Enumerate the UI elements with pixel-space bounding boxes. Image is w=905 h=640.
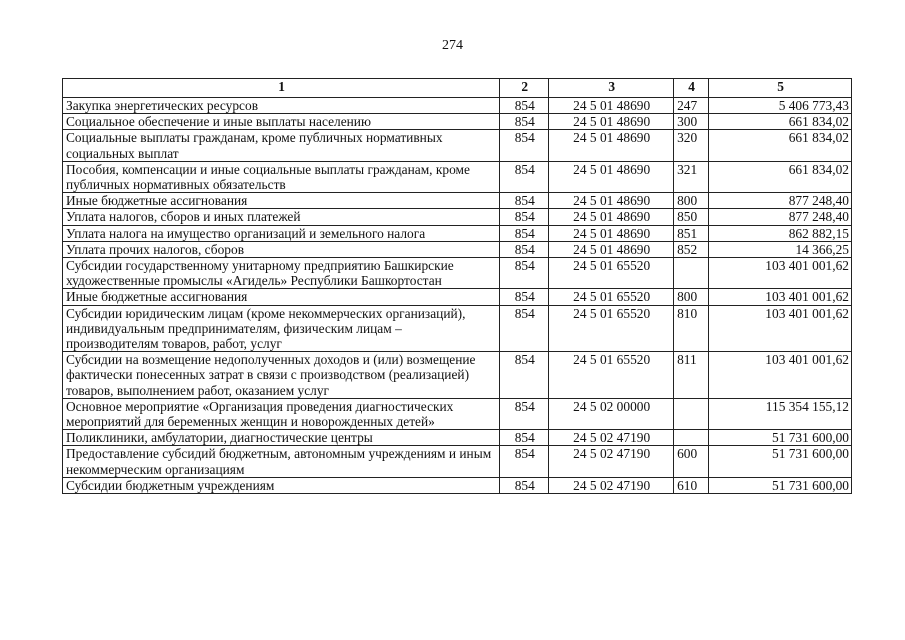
article-code-cell: 24 5 01 48690 (549, 241, 674, 257)
table-row (63, 446, 852, 477)
table-row (63, 225, 852, 241)
table-row (63, 477, 852, 493)
table-body (63, 98, 852, 494)
page-number: 274 (442, 38, 463, 53)
article-code-cell: 24 5 01 65520 (549, 289, 674, 305)
expense-type-cell: 810 (674, 305, 709, 352)
amount-cell: 877 248,40 (709, 193, 852, 209)
row-name-cell: Уплата налогов, сборов и иных платежей (63, 209, 500, 225)
expense-type-cell: 247 (674, 98, 709, 114)
article-code-cell: 24 5 01 48690 (549, 193, 674, 209)
ministry-code-cell: 854 (500, 305, 549, 352)
budget-table (62, 78, 852, 494)
article-code-cell: 24 5 01 48690 (549, 130, 674, 161)
table-row (63, 398, 852, 429)
row-name-cell: Уплата прочих налогов, сборов (63, 241, 500, 257)
expense-type-cell (674, 430, 709, 446)
article-code-cell: 24 5 01 65520 (549, 258, 674, 289)
expense-type-cell: 600 (674, 446, 709, 477)
ministry-code-cell: 854 (500, 225, 549, 241)
expense-type-cell: 321 (674, 161, 709, 192)
row-name-cell: Иные бюджетные ассигнования (63, 193, 500, 209)
amount-cell: 661 834,02 (709, 161, 852, 192)
table-row (63, 130, 852, 161)
amount-cell: 661 834,02 (709, 130, 852, 161)
amount-cell: 862 882,15 (709, 225, 852, 241)
table-row (63, 193, 852, 209)
amount-cell: 103 401 001,62 (709, 305, 852, 352)
article-code-cell: 24 5 01 48690 (549, 114, 674, 130)
column-header-3: 3 (549, 79, 674, 98)
row-name-cell: Пособия, компенсации и иные социальные выплаты гражданам, кроме публичных нормативных обязательств (63, 161, 500, 192)
amount-cell: 14 366,25 (709, 241, 852, 257)
expense-type-cell (674, 398, 709, 429)
amount-cell: 51 731 600,00 (709, 430, 852, 446)
expense-type-cell: 320 (674, 130, 709, 161)
ministry-code-cell: 854 (500, 193, 549, 209)
expense-type-cell: 800 (674, 289, 709, 305)
row-name-cell: Поликлиники, амбулатории, диагностические центры (63, 430, 500, 446)
ministry-code-cell: 854 (500, 446, 549, 477)
table-row (63, 352, 852, 399)
row-name-cell: Закупка энергетических ресурсов (63, 98, 500, 114)
table-header-row (63, 79, 852, 98)
ministry-code-cell: 854 (500, 130, 549, 161)
amount-cell: 51 731 600,00 (709, 477, 852, 493)
ministry-code-cell: 854 (500, 209, 549, 225)
ministry-code-cell: 854 (500, 398, 549, 429)
article-code-cell: 24 5 02 47190 (549, 477, 674, 493)
expense-type-cell: 300 (674, 114, 709, 130)
row-name-cell: Основное мероприятие «Организация проведения диагностических мероприятий для беременных женщин и новорожденных детей» (63, 398, 500, 429)
row-name-cell: Субсидии бюджетным учреждениям (63, 477, 500, 493)
table-row (63, 209, 852, 225)
row-name-cell: Социальное обеспечение и иные выплаты населению (63, 114, 500, 130)
expense-type-cell: 811 (674, 352, 709, 399)
amount-cell: 115 354 155,12 (709, 398, 852, 429)
column-header-2: 2 (500, 79, 549, 98)
table-row (63, 161, 852, 192)
row-name-cell: Субсидии на возмещение недополученных доходов и (или) возмещение фактически понесенных затрат в связи с производством (реализацией) товаров, выполнением работ, оказанием услуг (63, 352, 500, 399)
amount-cell: 877 248,40 (709, 209, 852, 225)
ministry-code-cell: 854 (500, 258, 549, 289)
article-code-cell: 24 5 01 48690 (549, 225, 674, 241)
article-code-cell: 24 5 01 48690 (549, 98, 674, 114)
row-name-cell: Иные бюджетные ассигнования (63, 289, 500, 305)
table-row (63, 289, 852, 305)
table-row (63, 430, 852, 446)
ministry-code-cell: 854 (500, 430, 549, 446)
table-row (63, 241, 852, 257)
ministry-code-cell: 854 (500, 98, 549, 114)
ministry-code-cell: 854 (500, 241, 549, 257)
column-header-4: 4 (674, 79, 709, 98)
table-row (63, 305, 852, 352)
amount-cell: 103 401 001,62 (709, 352, 852, 399)
article-code-cell: 24 5 01 48690 (549, 209, 674, 225)
expense-type-cell: 610 (674, 477, 709, 493)
amount-cell: 103 401 001,62 (709, 258, 852, 289)
article-code-cell: 24 5 02 00000 (549, 398, 674, 429)
row-name-cell: Субсидии государственному унитарному предприятию Башкирские художественные промыслы «Агидель» Республики Башкортостан (63, 258, 500, 289)
ministry-code-cell: 854 (500, 161, 549, 192)
column-header-1: 1 (63, 79, 500, 98)
amount-cell: 661 834,02 (709, 114, 852, 130)
amount-cell: 5 406 773,43 (709, 98, 852, 114)
article-code-cell: 24 5 02 47190 (549, 446, 674, 477)
table-row (63, 98, 852, 114)
table-row (63, 114, 852, 130)
amount-cell: 103 401 001,62 (709, 289, 852, 305)
ministry-code-cell: 854 (500, 477, 549, 493)
article-code-cell: 24 5 01 65520 (549, 352, 674, 399)
article-code-cell: 24 5 02 47190 (549, 430, 674, 446)
row-name-cell: Предоставление субсидий бюджетным, автономным учреждениям и иным некоммерческим организациям (63, 446, 500, 477)
row-name-cell: Уплата налога на имущество организаций и земельного налога (63, 225, 500, 241)
row-name-cell: Субсидии юридическим лицам (кроме некоммерческих организаций), индивидуальным предпринимателям, физическим лицам – производителям товаров, работ, услуг (63, 305, 500, 352)
ministry-code-cell: 854 (500, 352, 549, 399)
table-row (63, 258, 852, 289)
article-code-cell: 24 5 01 48690 (549, 161, 674, 192)
expense-type-cell: 851 (674, 225, 709, 241)
expense-type-cell (674, 258, 709, 289)
column-header-5: 5 (709, 79, 852, 98)
expense-type-cell: 852 (674, 241, 709, 257)
article-code-cell: 24 5 01 65520 (549, 305, 674, 352)
row-name-cell: Социальные выплаты гражданам, кроме публичных нормативных социальных выплат (63, 130, 500, 161)
amount-cell: 51 731 600,00 (709, 446, 852, 477)
ministry-code-cell: 854 (500, 114, 549, 130)
expense-type-cell: 850 (674, 209, 709, 225)
expense-type-cell: 800 (674, 193, 709, 209)
ministry-code-cell: 854 (500, 289, 549, 305)
